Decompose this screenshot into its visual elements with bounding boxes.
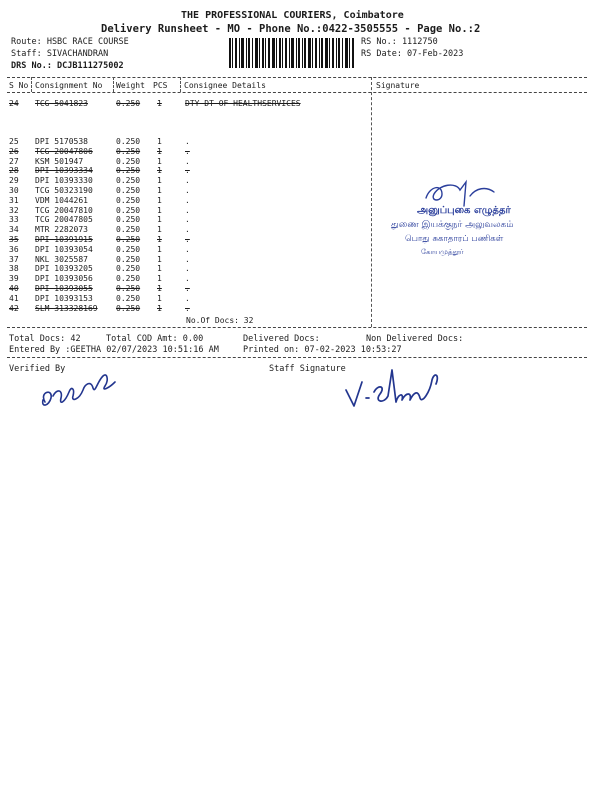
cell-pcs: 1 [157, 99, 162, 108]
cell-consignment-no: MTR 2282073 [35, 225, 88, 235]
cell-weight: 0.250 [116, 215, 141, 225]
cell-sno: 37 [9, 254, 19, 264]
cell-sno: 28 [9, 166, 19, 176]
stamp-line-3: பொது சுகாதாரப் பணிகள் [405, 234, 504, 244]
header-pcs: PCS [153, 81, 168, 90]
cell-pcs: 1 [157, 235, 162, 244]
cell-sno: 25 [9, 137, 19, 146]
cell-consignee-details: . [185, 186, 190, 195]
header-weight: Weight [116, 81, 145, 90]
cell-weight: 0.250 [116, 254, 141, 264]
rs-number: RS No.: 1112750 [361, 37, 438, 47]
cell-pcs: 1 [157, 303, 162, 313]
cell-consignment-no: DPI 10393055 [35, 284, 93, 293]
cell-sno: 40 [9, 284, 19, 293]
cell-consignment-no: DPI 10393153 [35, 293, 93, 303]
cell-consignee-details: . [185, 176, 190, 186]
stamp-line-1: அனுப்புகை எழுத்தர் [417, 205, 511, 216]
cell-pcs: 1 [157, 166, 162, 176]
cell-consignee-details: . [185, 303, 190, 313]
cell-consignment-no: DPI 10393205 [35, 264, 93, 274]
cell-sno: 41 [9, 293, 19, 303]
cell-sno: 39 [9, 274, 19, 284]
no-of-docs: No.Of Docs: 32 [186, 316, 254, 325]
cell-consignment-no: NKL 3025587 [35, 254, 88, 264]
cell-consignment-no: VDM 1044261 [35, 195, 88, 205]
cell-pcs: 1 [157, 156, 162, 166]
cell-consignment-no: DPI 10391915 [35, 235, 93, 244]
footer-top-rule [7, 327, 587, 328]
cell-weight: 0.250 [116, 176, 141, 186]
cell-pcs: 1 [157, 284, 162, 293]
cell-weight: 0.250 [116, 274, 141, 284]
cell-pcs: 1 [157, 186, 162, 195]
cell-consignee-details: . [185, 156, 190, 166]
cell-consignment-no: DPI 10393054 [35, 244, 93, 254]
cell-sno: 30 [9, 186, 19, 195]
header-consignee-details: Consignee Details [184, 81, 266, 90]
verified-by-label: Verified By [9, 364, 66, 374]
cell-pcs: 1 [157, 225, 162, 235]
cell-consignee-details: . [185, 284, 190, 293]
cell-pcs: 1 [157, 244, 162, 254]
cell-weight: 0.250 [116, 186, 141, 195]
cell-consignment-no: DPI 10393330 [35, 176, 93, 186]
cell-weight: 0.250 [116, 235, 141, 244]
cell-weight: 0.250 [116, 166, 141, 176]
stamp-scribble [420, 178, 500, 208]
delivered-docs: Delivered Docs: [243, 334, 320, 344]
cell-weight: 0.250 [116, 293, 141, 303]
cell-sno: 32 [9, 205, 19, 215]
cell-pcs: 1 [157, 176, 162, 186]
cell-consignee-details: . [185, 235, 190, 244]
staff-label: Staff: SIVACHANDRAN [11, 49, 109, 59]
cell-consignee-details: . [185, 166, 190, 176]
cell-sno: 36 [9, 244, 19, 254]
stamp-line-2: துணை இயக்குநர் அலுவலகம் [391, 220, 514, 230]
cell-consignment-no: DPI 10393056 [35, 274, 93, 284]
header-sno: S No [9, 81, 29, 90]
cell-sno: 35 [9, 235, 19, 244]
cell-pcs: 1 [157, 293, 162, 303]
staff-signature-label: Staff Signature [269, 364, 346, 374]
cell-sno: 34 [9, 225, 19, 235]
cell-consignee-details: . [185, 225, 190, 235]
cell-consignee-details: . [185, 137, 190, 146]
cell-weight: 0.250 [116, 225, 141, 235]
header-signature: Signature [376, 81, 420, 90]
cell-weight: 0.250 [116, 99, 141, 108]
cell-consignee-details: . [185, 215, 190, 225]
non-delivered-docs: Non Delivered Docs: [366, 334, 464, 344]
cell-consignment-no: DPI 10393334 [35, 166, 93, 176]
printed-on: Printed on: 07-02-2023 10:53:27 [243, 345, 402, 355]
cell-consignment-no: TCG 20047805 [35, 215, 93, 225]
runsheet-title: Delivery Runsheet - MO - Phone No.:0422-3505555 - Page No.:2 [101, 23, 481, 35]
cell-sno: 29 [9, 176, 19, 186]
cell-weight: 0.250 [116, 137, 141, 146]
entered-by: Entered By :GEETHA 02/07/2023 10:51:16 AM [9, 345, 219, 355]
column-divider [113, 77, 114, 92]
cell-weight: 0.250 [116, 156, 141, 166]
cell-pcs: 1 [157, 195, 162, 205]
route-label: Route: HSBC RACE COURSE [11, 37, 129, 47]
staff-signature-mark [340, 362, 450, 412]
cell-pcs: 1 [157, 274, 162, 284]
cell-consignee-details: DTY DT OF HEALTHSERVICES [185, 99, 301, 108]
cell-consignment-no: TCG 5041823 [35, 99, 88, 108]
cell-pcs: 1 [157, 254, 162, 264]
cell-pcs: 1 [157, 137, 162, 146]
column-divider [180, 77, 181, 92]
cell-sno: 24 [9, 99, 19, 108]
cell-consignee-details: . [185, 264, 190, 274]
cell-sno: 31 [9, 195, 19, 205]
cell-weight: 0.250 [116, 264, 141, 274]
column-divider [31, 77, 32, 92]
footer-bottom-rule [7, 357, 587, 358]
table-top-rule [7, 77, 587, 78]
cell-sno: 26 [9, 146, 19, 156]
cell-consignment-no: TCG 20047806 [35, 146, 93, 156]
cell-consignee-details: . [185, 274, 190, 284]
cell-pcs: 1 [157, 264, 162, 274]
cell-sno: 38 [9, 264, 19, 274]
total-docs: Total Docs: 42 [9, 334, 81, 344]
cell-sno: 42 [9, 303, 19, 313]
cell-sno: 27 [9, 156, 19, 166]
rs-date: RS Date: 07-Feb-2023 [361, 49, 464, 59]
cell-consignment-no: DPI 5170538 [35, 137, 88, 146]
company-line: THE PROFESSIONAL COURIERS, Coimbatore [181, 10, 404, 21]
cell-weight: 0.250 [116, 205, 141, 215]
total-cod-amount: Total COD Amt: 0.00 [106, 334, 204, 344]
cell-consignment-no: TCG 50323190 [35, 186, 93, 195]
cell-consignee-details: . [185, 254, 190, 264]
cell-sno: 33 [9, 215, 19, 225]
cell-consignee-details: . [185, 195, 190, 205]
cell-consignment-no: KSM 501947 [35, 156, 84, 166]
cell-pcs: 1 [157, 205, 162, 215]
stamp-line-4: கோயமுத்தூர் [421, 248, 464, 256]
cell-consignment-no: TCG 20047810 [35, 205, 93, 215]
verifier-signature [35, 362, 125, 414]
cell-consignee-details: . [185, 146, 190, 156]
cell-pcs: 1 [157, 146, 162, 156]
cell-weight: 0.250 [116, 146, 141, 156]
barcode-image [229, 38, 355, 68]
cell-consignment-no: SLM 313328169 [35, 303, 98, 313]
office-stamp [385, 178, 565, 268]
cell-weight: 0.250 [116, 195, 141, 205]
cell-weight: 0.250 [116, 303, 141, 313]
cell-weight: 0.250 [116, 244, 141, 254]
drs-number: DRS No.: DCJB111275002 [11, 61, 124, 71]
signature-column-divider [371, 77, 372, 327]
header-bottom-rule [7, 92, 587, 93]
cell-consignee-details: . [185, 244, 190, 254]
cell-consignee-details: . [185, 205, 190, 215]
cell-weight: 0.250 [116, 284, 141, 293]
cell-consignee-details: . [185, 293, 190, 303]
header-consignment-no: Consignment No [35, 81, 103, 90]
cell-pcs: 1 [157, 215, 162, 225]
